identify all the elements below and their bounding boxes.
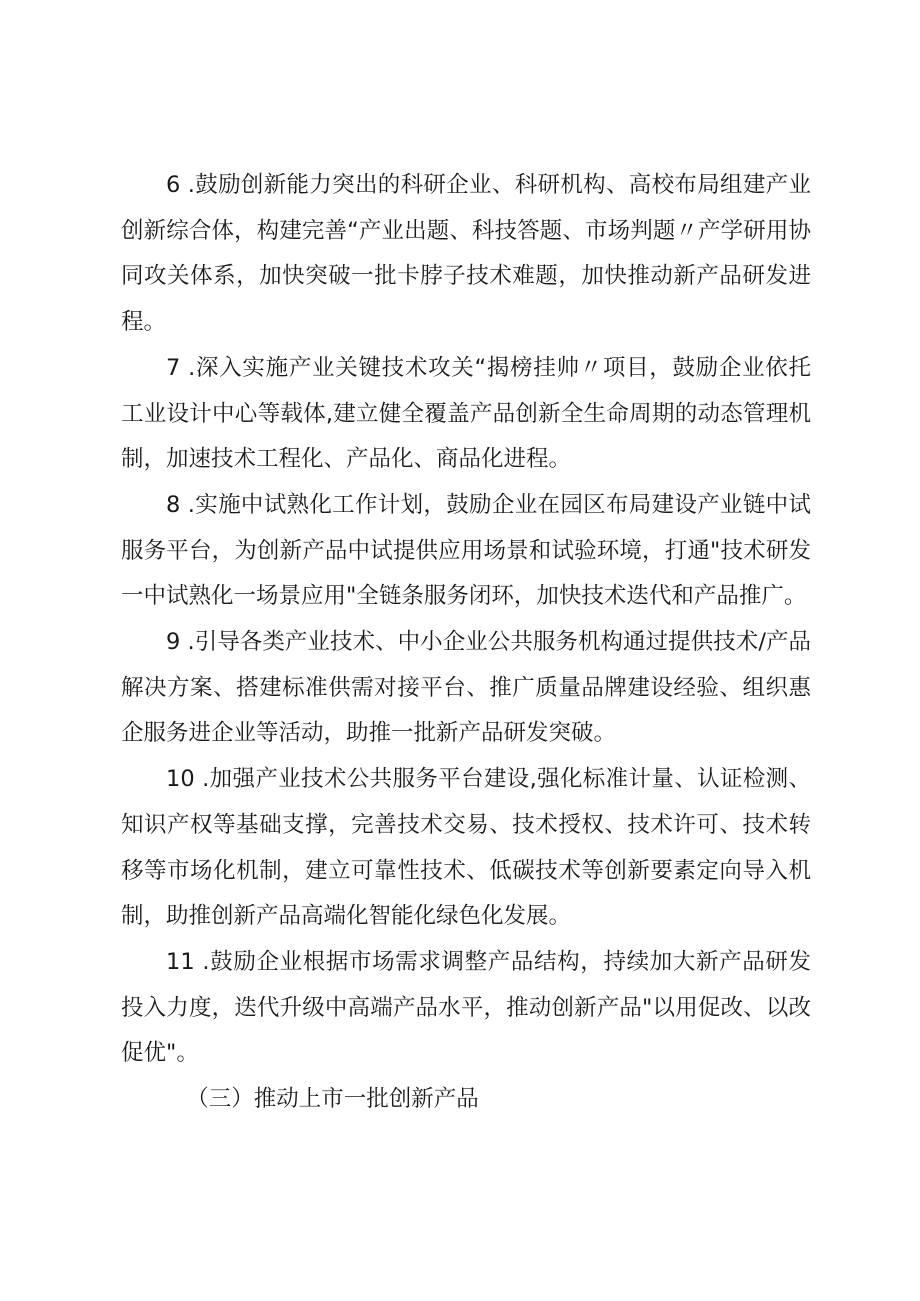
section-heading: （三）推动上市一批创新产品	[186, 1086, 479, 1113]
paragraph-item-8: 8 .实施中试熟化工作计划，鼓励企业在园区布局建设产业链中试服务平台，为创新产品中试提供应用场景和试验环境，打通"技术研发一中试熟化一场景应用"全链条服务闭环，加快技术迭代和产品推广。	[121, 491, 811, 610]
paragraph-item-11: 11 .鼓励企业根据市场需求调整产品结构，持续加大新产品研发投入力度，迭代升级中高端产品水平，推动创新产品"以用促改、以改促优"。	[121, 948, 811, 1067]
paragraph-item-9: 9 .引导各类产业技术、中小企业公共服务机构通过提供技术/产品解决方案、搭建标准供需对接平台、推广质量品牌建设经验、组织惠企服务进企业等活动，助推一批新产品研发突破。	[121, 629, 811, 747]
paragraph-item-10: 10 .加强产业技术公共服务平台建设,强化标准计量、认证检测、知识产权等基础支撑，完善技术交易、技术授权、技术许可、技术转移等市场化机制，建立可靠性技术、低碳技术等创新要素定向导入机制，助推创新产品高端化智能化绿色化发展。	[121, 766, 811, 930]
paragraph-item-6: 6 .鼓励创新能力突出的科研企业、科研机构、高校布局组建产业创新综合体，构建完善“产业出题、科技答题、市场判题〃产学研用协同攻关体系，加快突破一批卡脖子技术难题，加快推动新产品研发进程。	[121, 172, 811, 336]
paragraph-item-7: 7 .深入实施产业关键技术攻关“揭榜挂帅〃项目，鼓励企业依托工业设计中心等载体,建立健全覆盖产品创新全生命周期的动态管理机制，加速技术工程化、产品化、商品化进程。	[121, 354, 811, 473]
document-body	[121, 163, 811, 1123]
